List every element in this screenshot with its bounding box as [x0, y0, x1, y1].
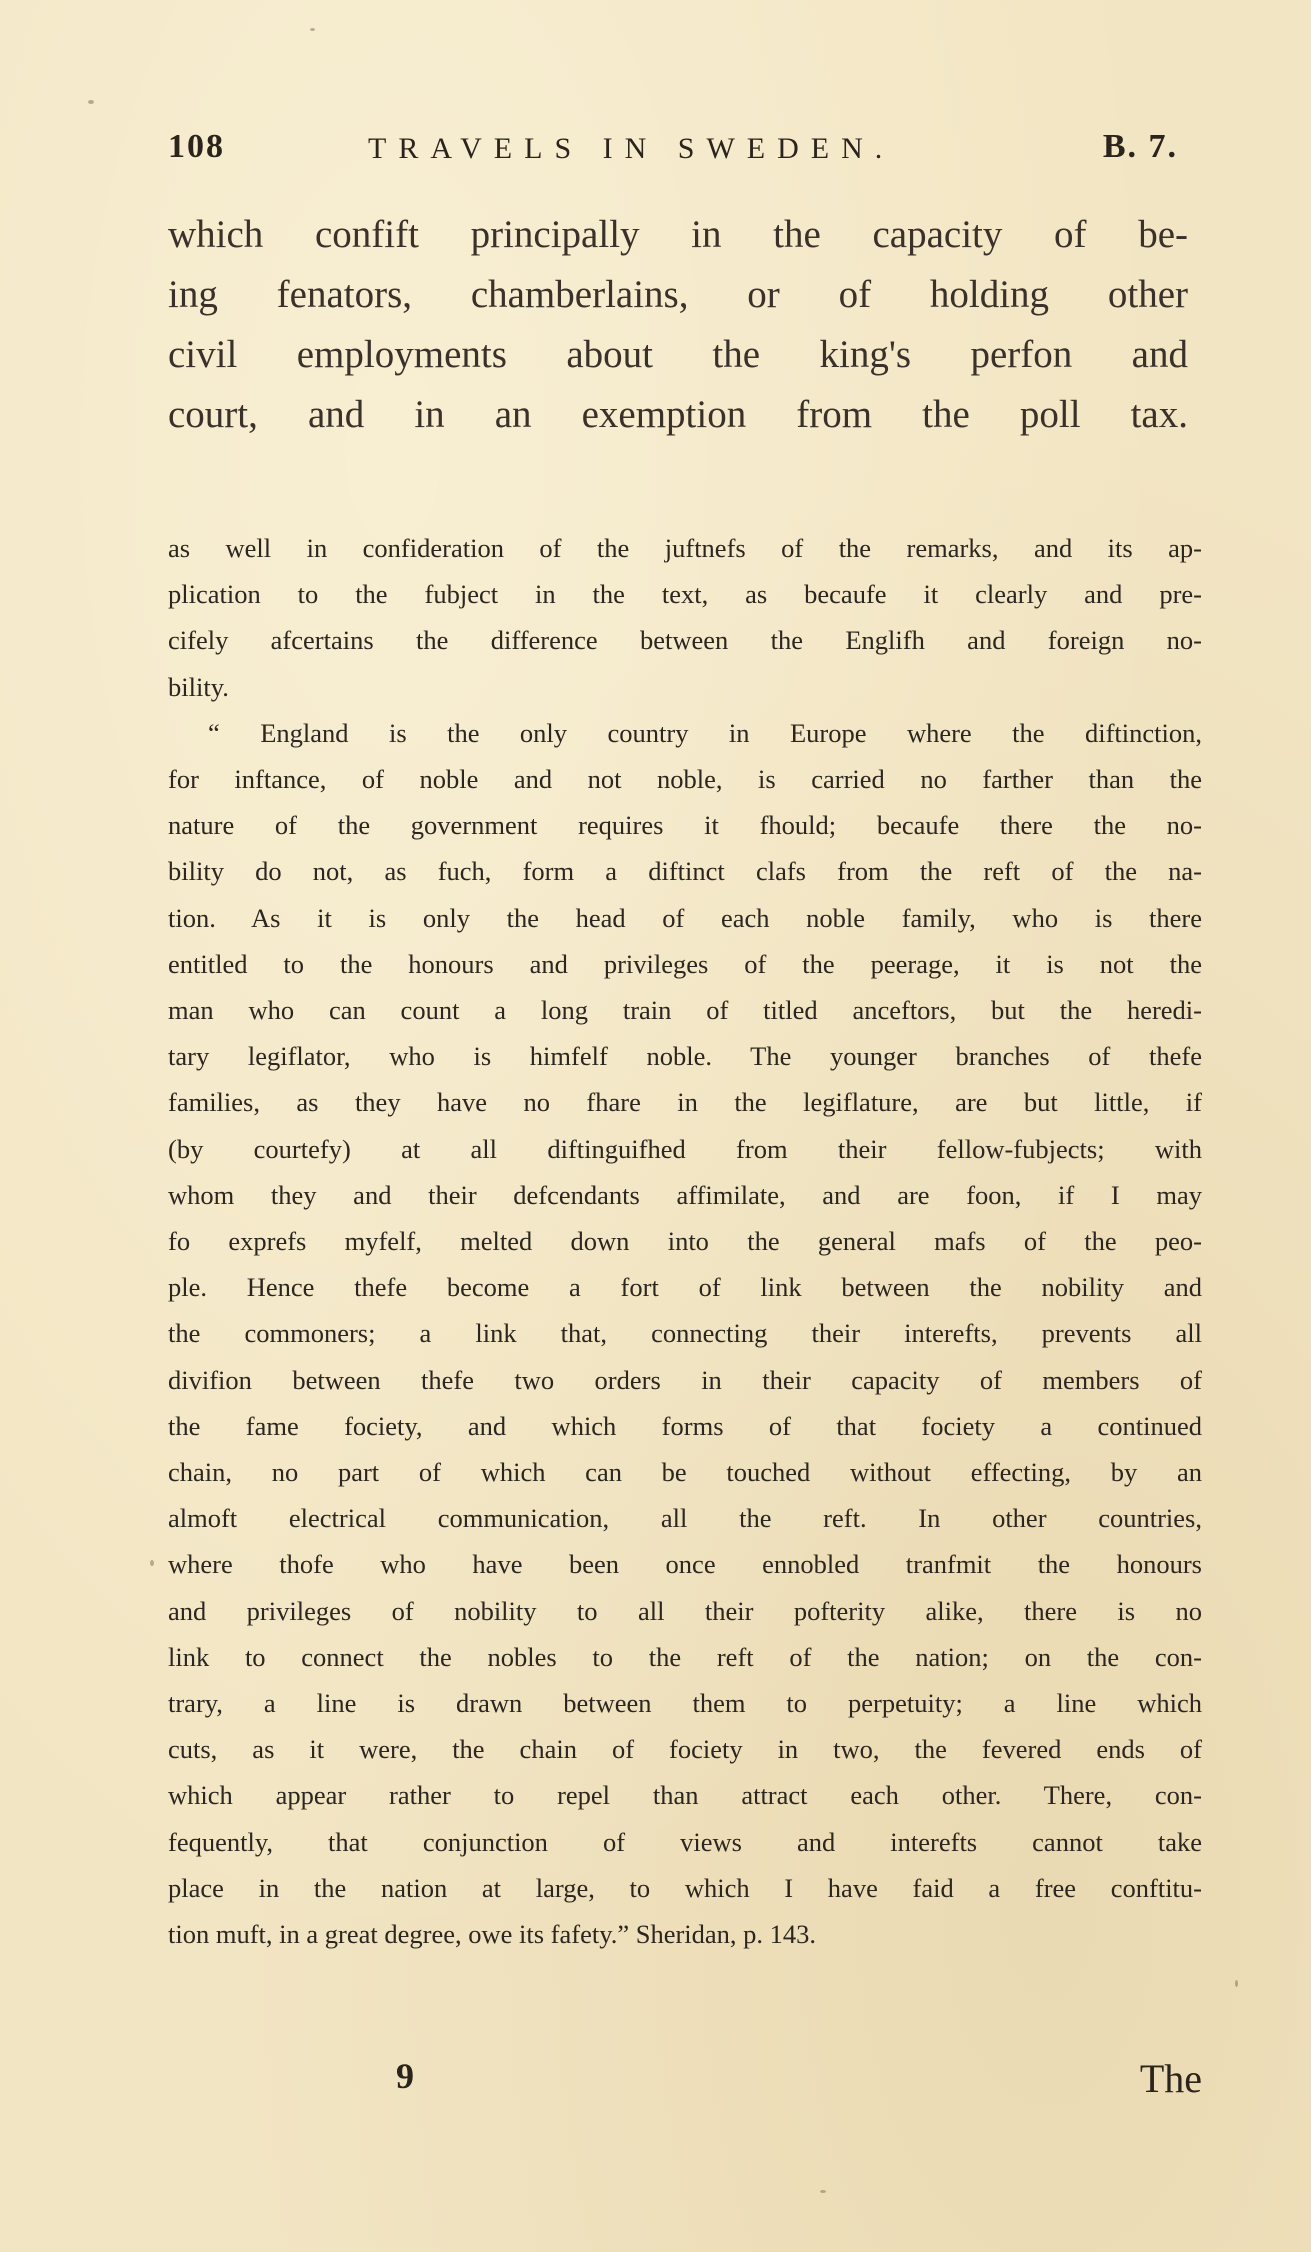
footnote-line: the commoners; a link that, connecting their interefts, prevents all — [168, 1318, 1202, 1349]
paper-speck — [150, 1560, 154, 1566]
signature-mark: 9 — [396, 2056, 414, 2096]
footnote-line: for inftance, of noble and not noble, is carried no farther than the — [168, 764, 1202, 795]
footnote-line: chain, no part of which can be touched without effecting, by an — [168, 1457, 1202, 1488]
footnote-line: tion. As it is only the head of each noble family, who is there — [168, 902, 1202, 933]
footnote-line: bility do not, as fuch, form a diftinct clafs from the reft of the na- — [168, 856, 1202, 887]
footnote-line: ple. Hence thefe become a fort of link between the nobility and — [168, 1272, 1202, 1303]
footnote-line: cifely afcertains the difference between the Englifh and foreign no- — [168, 625, 1202, 656]
footnote-line: man who can count a long train of titled anceftors, but the heredi- — [168, 995, 1202, 1026]
footnote-line: (by courtefy) at all diftinguifhed from their fellow-fubjects; with — [168, 1133, 1202, 1164]
footnote-paragraph-2 — [168, 710, 1202, 1957]
paper-speck — [820, 2190, 826, 2193]
catchword: The — [1139, 2056, 1202, 2101]
footnote-line: whom they and their defcendants affimilate, and are foon, if I may — [168, 1179, 1202, 1210]
main-text-block — [168, 205, 1188, 445]
footnote-line: and privileges of nobility to all their pofterity alike, there is no — [168, 1595, 1202, 1626]
main-text-line: which confift principally in the capacity of be- — [168, 213, 1188, 256]
paper-speck — [310, 28, 315, 31]
footnote-line: as well in confideration of the juftnefs of the remarks, and its ap- — [168, 533, 1202, 563]
footnote-line: cuts, as it were, the chain of fociety in two, the fevered ends of — [168, 1734, 1202, 1765]
footnote-line: tion muft, in a great degree, owe its fafety.” Sheridan, p. 143. — [168, 1919, 817, 1950]
footnote-line: link to connect the nobles to the reft of the nation; on the con- — [168, 1641, 1202, 1672]
footnote-block — [168, 525, 1202, 1957]
main-text-line: court, and in an exemption from the poll tax. — [168, 393, 1188, 436]
running-header — [168, 128, 1178, 178]
main-text-line: civil employments about the king's perfon and — [168, 333, 1188, 376]
footnote-line: divifion between thefe two orders in their capacity of members of — [168, 1364, 1202, 1395]
footnote-line: plication to the fubject in the text, as becaufe it clearly and pre- — [168, 579, 1202, 610]
footnote-line: almoft electrical communication, all the reft. In other countries, — [168, 1503, 1202, 1534]
footnote-line: bility. — [168, 671, 229, 702]
paper-speck — [1235, 1980, 1238, 1987]
book-number: B. 7. — [1102, 128, 1178, 165]
footnote-line: the fame fociety, and which forms of that fociety a continued — [168, 1410, 1202, 1441]
footnote-line: fequently, that conjunction of views and interefts cannot take — [168, 1826, 1202, 1857]
paper-speck — [88, 100, 94, 104]
footnote-line: which appear rather to repel than attract each other. There, con- — [168, 1780, 1202, 1811]
page-footer — [168, 2055, 1202, 2105]
footnote-line: trary, a line is drawn between them to perpetuity; a line which — [168, 1688, 1202, 1719]
footnote-line: tary legiflator, who is himfelf noble. The younger branches of thefe — [168, 1041, 1202, 1072]
main-text-line: ing fenators, chamberlains, or of holding other — [168, 273, 1188, 316]
footnote-line: families, as they have no fhare in the legiflature, are but little, if — [168, 1087, 1202, 1118]
page-number: 108 — [168, 128, 225, 165]
footnote-paragraph-1 — [168, 525, 1202, 710]
running-title: TRAVELS IN SWEDEN. — [368, 132, 895, 165]
footnote-line: fo exprefs myfelf, melted down into the general mafs of the peo- — [168, 1226, 1202, 1257]
footnote-line: “ England is the only country in Europe where the diftinction, — [208, 717, 1202, 748]
footnote-line: entitled to the honours and privileges of the peerage, it is not the — [168, 948, 1202, 979]
footnote-line: where thofe who have been once ennobled tranfmit the honours — [168, 1549, 1202, 1580]
footnote-line: place in the nation at large, to which I have faid a free conftitu- — [168, 1872, 1202, 1903]
footnote-line: nature of the government requires it fhould; becaufe there the no- — [168, 810, 1202, 841]
